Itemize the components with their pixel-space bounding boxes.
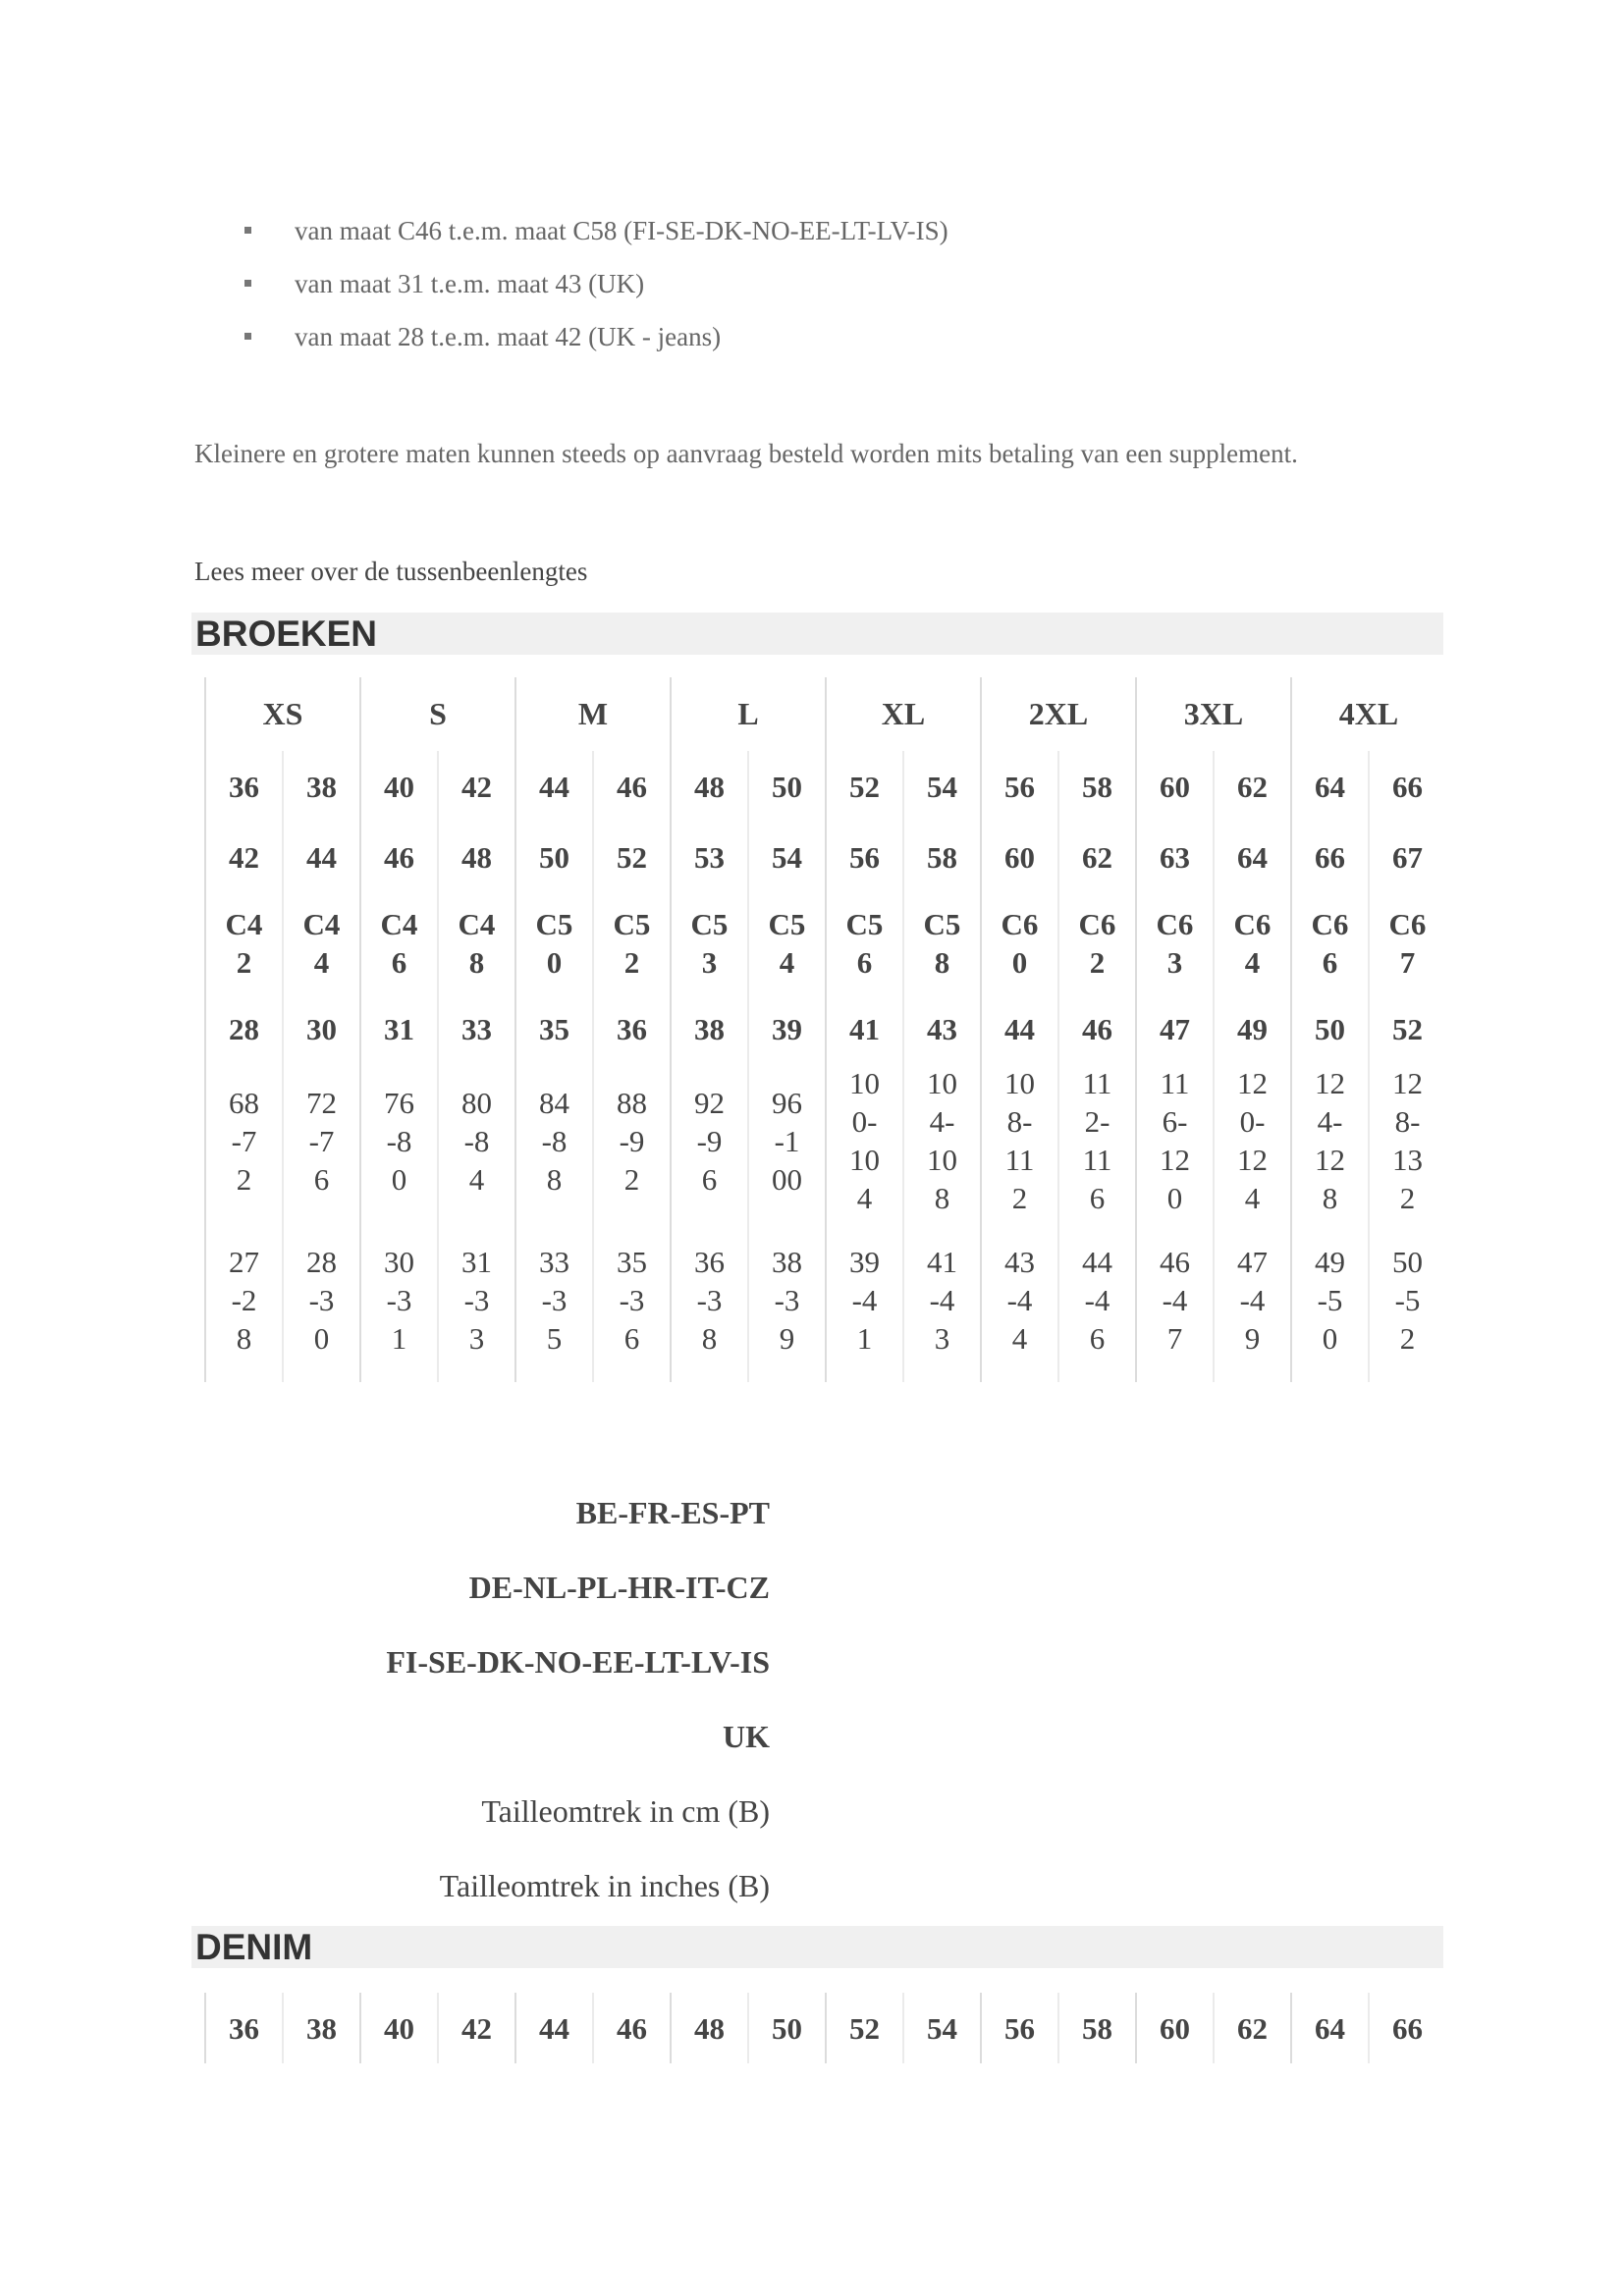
table-cell [205, 1217, 283, 1382]
cell-value: 124-128 [1315, 1066, 1345, 1215]
cell-value: 66 [1392, 769, 1423, 804]
table-cell [1369, 892, 1445, 993]
table-cell [671, 1064, 748, 1217]
table-cell [826, 1064, 903, 1217]
cell-value: 128-132 [1392, 1066, 1423, 1215]
table-cell [981, 892, 1058, 993]
cell-value: 52 [617, 839, 647, 875]
table-cell [981, 1217, 1058, 1382]
cell-value: 48 [461, 839, 492, 875]
cell-value: 63 [1160, 839, 1190, 875]
cell-value: 41 [849, 1011, 880, 1046]
table-cell [283, 1217, 360, 1382]
table-cell [593, 1217, 671, 1382]
cell-value: 46 [1082, 1011, 1112, 1046]
cell-value: 88-92 [617, 1085, 647, 1197]
cell-value: C46 [380, 906, 418, 980]
table-cell [1291, 892, 1369, 993]
table-cell [671, 892, 748, 993]
size-label: XS [205, 677, 360, 751]
cell-value: 41-43 [927, 1244, 957, 1356]
cell-value: C66 [1311, 906, 1349, 980]
cell-value: C53 [690, 906, 729, 980]
cell-value: C62 [1078, 906, 1116, 980]
cell-value: 35 [539, 1011, 569, 1046]
cell-value: 33 [461, 1011, 492, 1046]
table-cell [1214, 822, 1291, 892]
table-cell [1136, 1217, 1214, 1382]
cell-value: 50 [1315, 1011, 1345, 1046]
table-cell: 40 [360, 1993, 438, 2063]
table-cell [515, 751, 593, 822]
table-cell [1136, 751, 1214, 822]
table-cell [438, 822, 515, 892]
cell-value: 52 [849, 769, 880, 804]
table-cell [1369, 993, 1445, 1064]
table-cell [515, 892, 593, 993]
table-cell: 46 [593, 1993, 671, 2063]
table-cell [360, 1064, 438, 1217]
table-cell [671, 822, 748, 892]
table-cell: 66 [1369, 1993, 1445, 2063]
legend-label: Tailleomtrek in inches (B) [439, 1868, 770, 1903]
cell-value: 52 [1392, 1011, 1423, 1046]
cell-value: C56 [845, 906, 884, 980]
table-cell: 64 [1291, 1993, 1369, 2063]
table-cell [205, 1064, 283, 1217]
table-cell [903, 751, 981, 822]
size-label: S [360, 677, 515, 751]
cell-value: 40 [384, 769, 414, 804]
square-bullet-icon [244, 333, 251, 340]
table-cell [1214, 993, 1291, 1064]
cell-value: C64 [1233, 906, 1272, 980]
table-cell [515, 822, 593, 892]
cell-value: 46 [384, 839, 414, 875]
cell-value: 108-112 [1004, 1066, 1035, 1215]
table-cell: 38 [283, 1993, 360, 2063]
size-label: 2XL [981, 677, 1136, 751]
table-cell [515, 1064, 593, 1217]
cell-value: C58 [923, 906, 961, 980]
table-cell: 50 [748, 1993, 826, 2063]
table-cell [1058, 822, 1136, 892]
cell-value: 46-47 [1160, 1244, 1190, 1356]
table-cell [360, 822, 438, 892]
inseam-link[interactable]: Lees meer over de tussenbeenlengtes [194, 557, 588, 586]
table-cell: 62 [1214, 1993, 1291, 2063]
cell-value: 42 [229, 839, 259, 875]
table-cell [1369, 1217, 1445, 1382]
cell-value: 49 [1237, 1011, 1268, 1046]
legend-label: UK [723, 1719, 770, 1754]
table-cell [283, 751, 360, 822]
cell-value: 42 [461, 769, 492, 804]
cell-value: 120-124 [1237, 1066, 1268, 1215]
table-cell [1369, 1064, 1445, 1217]
cell-value: 36-38 [694, 1244, 725, 1356]
cell-value: 56 [1004, 769, 1035, 804]
table-cell [1291, 1217, 1369, 1382]
table-cell [593, 822, 671, 892]
section-title-denim: DENIM [191, 1926, 1443, 1968]
cell-value: 60 [1160, 769, 1190, 804]
cell-value: 44 [306, 839, 337, 875]
table-cell [1058, 751, 1136, 822]
cell-value: 72-76 [306, 1085, 337, 1197]
cell-value: 64 [1237, 839, 1268, 875]
cell-value: 58 [927, 839, 957, 875]
table-cell [981, 1064, 1058, 1217]
cell-value: 112-116 [1082, 1066, 1112, 1215]
cell-value: 76-80 [384, 1085, 414, 1197]
size-row [205, 1993, 1445, 2063]
table-cell [1058, 1217, 1136, 1382]
size-row [205, 1217, 1445, 1382]
table-cell [748, 993, 826, 1064]
cell-value: 47 [1160, 1011, 1190, 1046]
square-bullet-icon [244, 280, 251, 287]
table-cell [1291, 1064, 1369, 1217]
size-row [205, 751, 1445, 822]
size-row [205, 993, 1445, 1064]
cell-value: 39-41 [849, 1244, 880, 1356]
cell-value: 48 [694, 769, 725, 804]
table-cell [981, 751, 1058, 822]
table-cell [1369, 751, 1445, 822]
table-cell [1214, 751, 1291, 822]
table-cell [360, 892, 438, 993]
table-cell [360, 993, 438, 1064]
table-cell [748, 751, 826, 822]
table-cell [515, 993, 593, 1064]
list-item-text: van maat 31 t.e.m. maat 43 (UK) [295, 269, 645, 298]
table-cell [903, 1064, 981, 1217]
table-cell [1136, 822, 1214, 892]
table-cell [283, 822, 360, 892]
cell-value: 38 [694, 1011, 725, 1046]
table-cell [903, 892, 981, 993]
cell-value: 44 [1004, 1011, 1035, 1046]
table-cell [981, 822, 1058, 892]
cell-value: 31 [384, 1011, 414, 1046]
table-cell [1136, 993, 1214, 1064]
table-cell: 52 [826, 1993, 903, 2063]
cell-value: 30 [306, 1011, 337, 1046]
cell-value: C52 [613, 906, 651, 980]
table-cell [1291, 822, 1369, 892]
table-cell [748, 892, 826, 993]
cell-value: 43 [927, 1011, 957, 1046]
cell-value: 100-104 [849, 1066, 880, 1215]
table-cell [1214, 892, 1291, 993]
table-cell [283, 1064, 360, 1217]
size-label: M [515, 677, 671, 751]
table-cell [1058, 993, 1136, 1064]
table-cell [438, 1217, 515, 1382]
table-cell [748, 822, 826, 892]
cell-value: 104-108 [927, 1066, 957, 1215]
table-cell [438, 1064, 515, 1217]
table-cell [593, 1064, 671, 1217]
cell-value: 33-35 [539, 1244, 569, 1356]
table-cell [826, 993, 903, 1064]
table-cell [1214, 1217, 1291, 1382]
broeken-size-table [204, 677, 1445, 1382]
size-label: L [671, 677, 826, 751]
cell-value: 116-120 [1160, 1066, 1190, 1215]
table-cell [515, 1217, 593, 1382]
cell-value: 67 [1392, 839, 1423, 875]
cell-value: 28-30 [306, 1244, 337, 1356]
table-cell [1058, 892, 1136, 993]
cell-value: 62 [1082, 839, 1112, 875]
table-cell: 56 [981, 1993, 1058, 2063]
table-cell [593, 751, 671, 822]
cell-value: 54 [927, 769, 957, 804]
cell-value: 50 [772, 769, 802, 804]
table-cell [438, 751, 515, 822]
cell-value: 38-39 [772, 1244, 802, 1356]
table-cell [360, 751, 438, 822]
table-cell [903, 993, 981, 1064]
table-cell [438, 892, 515, 993]
table-cell [826, 751, 903, 822]
legend-label: Tailleomtrek in cm (B) [481, 1793, 770, 1829]
table-cell: 36 [205, 1993, 283, 2063]
cell-value: 36 [229, 769, 259, 804]
cell-value: 38 [306, 769, 337, 804]
cell-value: 56 [849, 839, 880, 875]
table-cell: 58 [1058, 1993, 1136, 2063]
table-cell: 48 [671, 1993, 748, 2063]
list-item-text: van maat 28 t.e.m. maat 42 (UK - jeans) [295, 322, 722, 351]
size-row [205, 892, 1445, 993]
table-cell [283, 892, 360, 993]
table-cell [438, 993, 515, 1064]
square-bullet-icon [244, 227, 251, 234]
cell-value: 58 [1082, 769, 1112, 804]
cell-value: 47-49 [1237, 1244, 1268, 1356]
cell-value: 44 [539, 769, 569, 804]
table-cell [283, 993, 360, 1064]
table-cell [748, 1217, 826, 1382]
size-row [205, 1064, 1445, 1217]
table-cell: 44 [515, 1993, 593, 2063]
table-cell: 42 [438, 1993, 515, 2063]
supplement-note: Kleinere en grotere maten kunnen steeds op aanvraag besteld worden mits betaling van een supplement. [194, 439, 1298, 468]
table-cell: 54 [903, 1993, 981, 2063]
cell-value: C42 [225, 906, 263, 980]
section-title-broeken: BROEKEN [191, 613, 1443, 655]
table-cell [903, 1217, 981, 1382]
table-cell [1136, 1064, 1214, 1217]
cell-value: 84-88 [539, 1085, 569, 1197]
size-row [205, 822, 1445, 892]
cell-value: 92-96 [694, 1085, 725, 1197]
table-cell [981, 993, 1058, 1064]
table-cell [593, 892, 671, 993]
cell-value: 49-50 [1315, 1244, 1345, 1356]
cell-value: 36 [617, 1011, 647, 1046]
cell-value: C50 [535, 906, 573, 980]
cell-value: 60 [1004, 839, 1035, 875]
cell-value: 30-31 [384, 1244, 414, 1356]
cell-value: 35-36 [617, 1244, 647, 1356]
denim-size-table [204, 1993, 1445, 2063]
cell-value: C54 [768, 906, 806, 980]
table-cell [1369, 822, 1445, 892]
table-cell [205, 751, 283, 822]
table-cell: 60 [1136, 1993, 1214, 2063]
cell-value: 66 [1315, 839, 1345, 875]
cell-value: 53 [694, 839, 725, 875]
cell-value: 31-33 [461, 1244, 492, 1356]
table-cell [826, 1217, 903, 1382]
cell-value: 80-84 [461, 1085, 492, 1197]
cell-value: 68-72 [229, 1085, 259, 1197]
cell-value: 46 [617, 769, 647, 804]
cell-value: 28 [229, 1011, 259, 1046]
cell-value: 62 [1237, 769, 1268, 804]
table-cell [826, 892, 903, 993]
cell-value: C48 [458, 906, 496, 980]
cell-value: 27-28 [229, 1244, 259, 1356]
size-label: XL [826, 677, 981, 751]
table-cell [1214, 1064, 1291, 1217]
table-cell [205, 822, 283, 892]
cell-value: C67 [1388, 906, 1427, 980]
table-cell [1291, 751, 1369, 822]
table-cell [748, 1064, 826, 1217]
cell-value: 54 [772, 839, 802, 875]
table-cell [671, 751, 748, 822]
size-label: 4XL [1291, 677, 1445, 751]
legend-label: BE-FR-ES-PT [575, 1495, 770, 1530]
table-cell [1058, 1064, 1136, 1217]
legend-label: DE-NL-PL-HR-IT-CZ [468, 1570, 770, 1605]
cell-value: 43-44 [1004, 1244, 1035, 1356]
cell-value: 39 [772, 1011, 802, 1046]
table-cell [671, 1217, 748, 1382]
size-label: 3XL [1136, 677, 1291, 751]
cell-value: C60 [1001, 906, 1039, 980]
cell-value: 50-52 [1392, 1244, 1423, 1356]
size-header-row [205, 677, 1445, 751]
table-cell [205, 892, 283, 993]
table-cell [826, 822, 903, 892]
cell-value: C63 [1156, 906, 1194, 980]
cell-value: 44-46 [1082, 1244, 1112, 1356]
legend-label: FI-SE-DK-NO-EE-LT-LV-IS [386, 1644, 770, 1680]
list-item-text: van maat C46 t.e.m. maat C58 (FI-SE-DK-NO-EE-LT-LV-IS) [295, 216, 948, 245]
table-cell [205, 993, 283, 1064]
cell-value: C44 [302, 906, 341, 980]
table-cell [360, 1217, 438, 1382]
cell-value: 96-100 [772, 1085, 802, 1197]
cell-value: 50 [539, 839, 569, 875]
table-cell [593, 993, 671, 1064]
table-cell [671, 993, 748, 1064]
table-cell [903, 822, 981, 892]
cell-value: 64 [1315, 769, 1345, 804]
table-cell [1136, 892, 1214, 993]
table-cell [1291, 993, 1369, 1064]
